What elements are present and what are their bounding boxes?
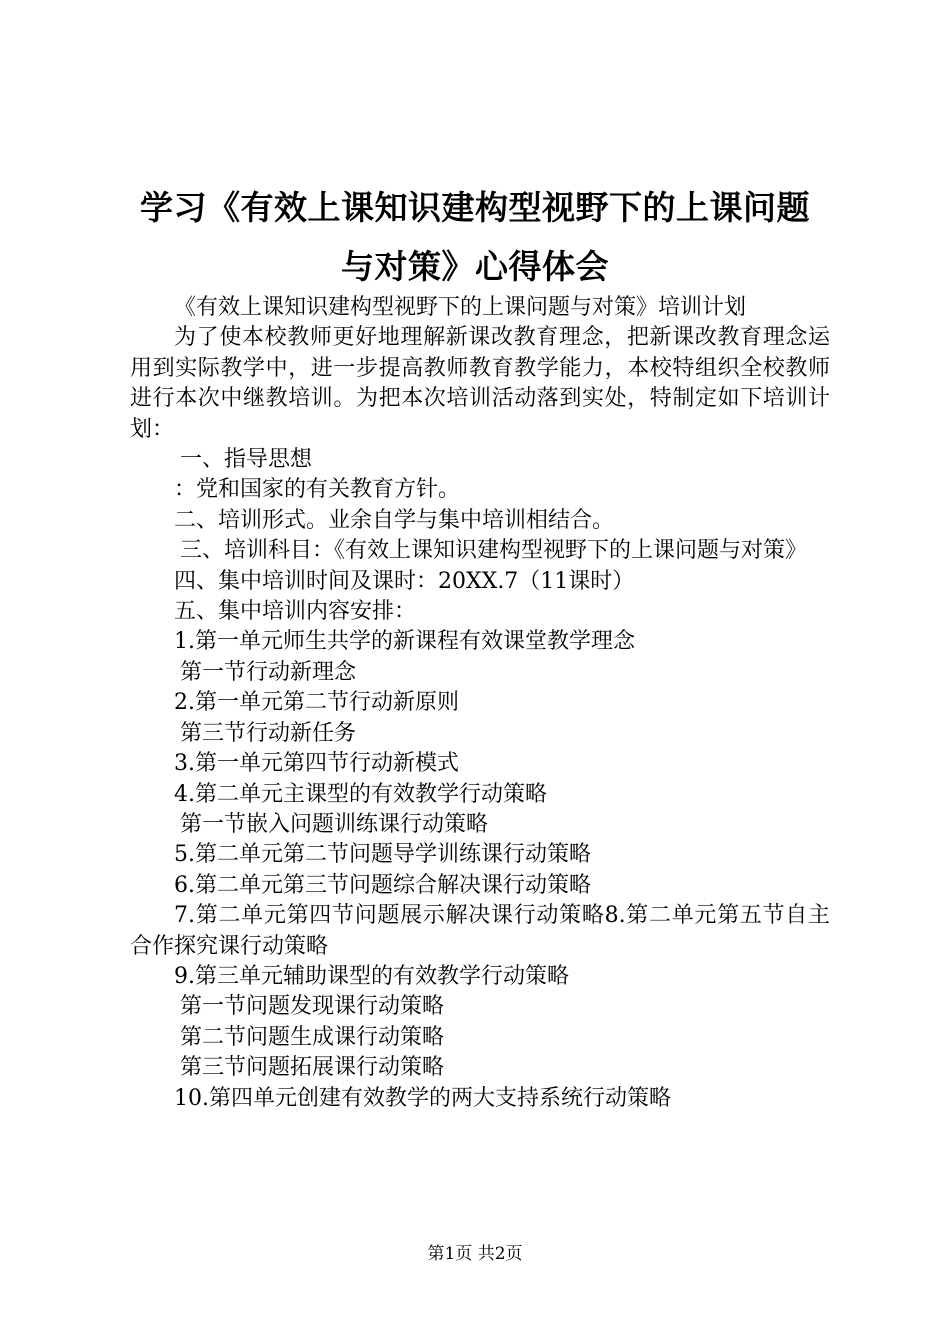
list-item: 第一节问题发现课行动策略 (180, 994, 445, 1020)
list-item: 2.第一单元第二节行动新原则 (174, 690, 459, 716)
list-item: 7.第二单元第四节问题展示解决课行动策略8.第二单元第五节自主合作探究课行动策略 (130, 903, 830, 959)
paragraph-plan-heading: 《有效上课知识建构型视野下的上课问题与对策》培训计划 (174, 295, 747, 320)
list-item: 9.第三单元辅助课型的有效教学行动策略 (174, 963, 569, 989)
paragraph-guiding-thought: ：党和国家的有关教育方针。 (174, 477, 461, 503)
document-title-line-1: 学习《有效上课知识建构型视野下的上课问题 (140, 188, 810, 227)
list-item: 第三节问题拓展课行动策略 (180, 1055, 445, 1081)
paragraph-section-1: 一、指导思想 (180, 447, 313, 473)
list-item: 6.第二单元第三节问题综合解决课行动策略 (174, 872, 591, 898)
list-item: 10.第四单元创建有效教学的两大支持系统行动策略 (174, 1085, 671, 1111)
list-item: 5.第二单元第二节问题导学训练课行动策略 (174, 842, 591, 868)
list-item: 3.第一单元第四节行动新模式 (174, 751, 459, 777)
list-item: 1.第一单元师生共学的新课程有效课堂教学理念 (174, 629, 635, 655)
paragraph-section-3: 三、培训科目：《有效上课知识建构型视野下的上课问题与对策》 (180, 538, 808, 564)
document-title-line-2: 与对策》心得体会 (341, 247, 609, 286)
list-item: 第二节问题生成课行动策略 (180, 1024, 445, 1050)
list-item: 第三节行动新任务 (180, 720, 357, 746)
list-item: 第一节行动新理念 (180, 659, 357, 685)
list-item: 第一节嵌入问题训练课行动策略 (180, 811, 489, 837)
list-item: 4.第二单元主课型的有效教学行动策略 (174, 781, 547, 807)
paragraph-section-4: 四、集中培训时间及课时：20XX.7（11课时） (174, 568, 635, 594)
paragraph-section-5: 五、集中培训内容安排： (174, 599, 417, 625)
paragraph-intro: 为了使本校教师更好地理解新课改教育理念，把新课改教育理念运用到实际教学中，进一步提高教师教育教学能力，本校特组织全校教师进行本次中继教培训。为把本次培训活动落到实处，特制定如下培训计划： (130, 325, 830, 442)
paragraph-section-2: 二、培训形式。业余自学与集中培训相结合。 (174, 507, 615, 533)
document-body (130, 293, 830, 1114)
page-footer: 第1页 共2页 (427, 1244, 523, 1264)
